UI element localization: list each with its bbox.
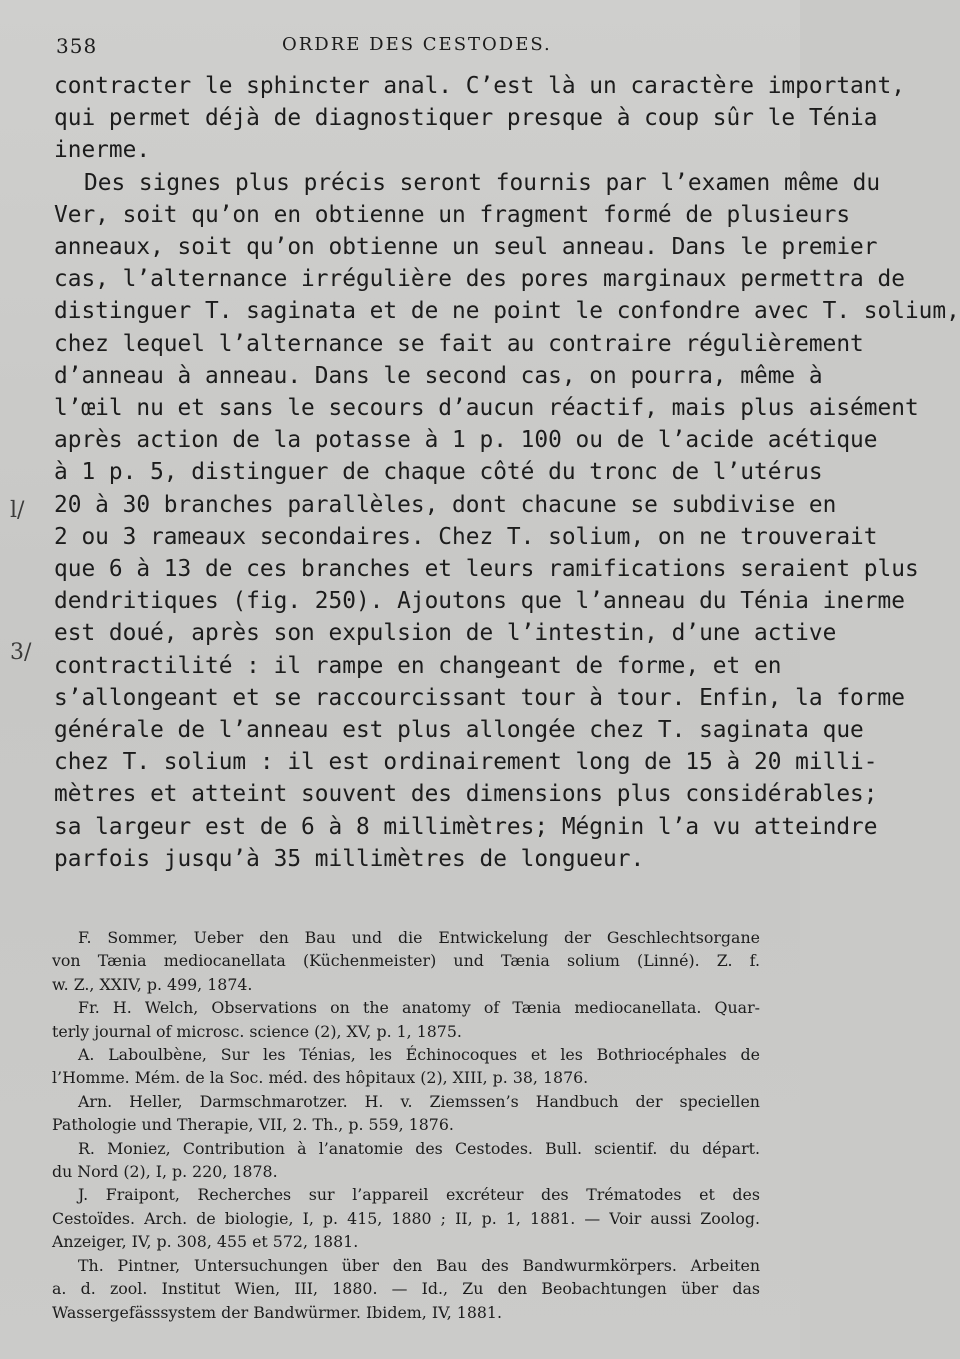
reference-line: Arn. Heller, Darmschmarotzer. H. v. Ziemssen’s Handbuch der speciellen [78,1091,760,1111]
body-line: mètres et atteint souvent des dimensions plus considérables; [54,781,878,808]
reference-line: Pathologie und Therapie, VII, 2. Th., p. 559, 1876. [52,1115,454,1135]
reference-entry [52,1137,760,1184]
reference-entry [52,1183,760,1253]
body-line: inerme. [54,137,151,164]
page-header [56,34,756,64]
body-paragraphs [54,70,960,875]
reference-line: terly journal of microsc. science (2), XV, p. 1, 1875. [52,1021,462,1041]
body-line: qui permet déjà de diagnostiquer presque à coup sûr le Ténia [54,105,878,132]
body-line: sa largeur est de 6 à 8 millimètres; Mégnin l’a vu atteindre [54,813,878,840]
page-number: 358 [56,34,98,58]
reference-entry [52,926,760,996]
body-line: s’allongeant et se raccourcissant tour à tour. Enfin, la forme [54,684,905,711]
reference-line: J. Fraipont, Recherches sur l’appareil excréteur des Trématodes et des [78,1185,760,1205]
body-line: chez T. solium : il est ordinairement long de 15 à 20 milli- [54,749,878,776]
reference-line: l’Homme. Mém. de la Soc. méd. des hôpitaux (2), XIII, p. 38, 1876. [52,1068,589,1088]
body-line: chez lequel l’alternance se fait au contraire régulièrement [54,330,864,357]
reference-entry [52,1254,760,1324]
reference-line: Wassergefässsystem der Bandwürmer. Ibidem, IV, 1881. [52,1302,502,1322]
body-line: l’œil nu et sans le secours d’aucun réactif, mais plus aisément [54,395,919,422]
body-line: contractilité : il rampe en changeant de forme, et en [54,652,782,679]
reference-line: Cestoïdes. Arch. de biologie, I, p. 415, 1880 ; II, p. 1, 1881. — Voir aussi Zoolog. [52,1208,760,1228]
reference-line: von Tænia mediocanellata (Küchenmeister) und Tænia solium (Linné). Z. f. [52,951,760,971]
reference-entry [52,996,760,1043]
reference-line: F. Sommer, Ueber den Bau und die Entwickelung der Geschlechtsorgane [78,928,760,947]
body-line: est doué, après son expulsion de l’intestin, d’une active [54,620,837,647]
body-line: distinguer T. saginata et de ne point le confondre avec T. solium, [54,298,960,325]
body-line: générale de l’anneau est plus allongée chez T. saginata que [54,717,864,744]
body-line: à 1 p. 5, distinguer de chaque côté du tronc de l’utérus [54,459,823,486]
body-line: parfois jusqu’à 35 millimètres de longueur. [54,845,645,872]
body-line: après action de la potasse à 1 p. 100 ou de l’acide acétique [54,427,878,454]
reference-line: w. Z., XXIV, p. 499, 1874. [52,974,253,994]
reference-line: R. Moniez, Contribution à l’anatomie des Cestodes. Bull. scientif. du départ. [78,1138,760,1158]
handwritten-margin-note: 3/ [10,640,32,665]
reference-line: Fr. H. Welch, Observations on the anatomy of Tænia mediocanellata. Quar- [78,998,760,1018]
body-line: Ver, soit qu’on en obtienne un fragment formé de plusieurs [54,201,851,228]
body-line: dendritiques (fig. 250). Ajoutons que l’anneau du Ténia inerme [54,588,905,615]
body-line: Des signes plus précis seront fournis par l’examen même du [84,169,881,196]
reference-entry [52,1090,760,1137]
reference-entry [52,1043,760,1090]
reference-line: du Nord (2), I, p. 220, 1878. [52,1162,278,1182]
reference-line: A. Laboulbène, Sur les Ténias, les Échinocoques et les Bothriocéphales de [78,1045,760,1065]
body-line: cas, l’alternance irrégulière des pores marginaux permettra de [54,266,905,293]
handwritten-margin-note: l/ [10,498,25,523]
reference-line: a. d. zool. Institut Wien, III, 1880. — Id., Zu den Beobachtungen über das [52,1279,760,1299]
running-title: ORDRE DES CESTODES. [282,34,552,55]
reference-line: Th. Pintner, Untersuchungen über den Bau des Bandwurmkörpers. Arbeiten [78,1255,760,1275]
body-line: 2 ou 3 rameaux secondaires. Chez T. solium, on ne trouverait [54,523,878,550]
body-line: 20 à 30 branches parallèles, dont chacune se subdivise en [54,491,837,518]
body-line: d’anneau à anneau. Dans le second cas, on pourra, même à [54,362,823,389]
body-line: contracter le sphincter anal. C’est là un caractère important, [54,73,905,99]
body-line: que 6 à 13 de ces branches et leurs ramifications seraient plus [54,556,919,583]
body-line: anneaux, soit qu’on obtienne un seul anneau. Dans le premier [54,234,878,261]
reference-line: Anzeiger, IV, p. 308, 455 et 572, 1881. [52,1232,359,1252]
bibliography [52,926,760,1324]
